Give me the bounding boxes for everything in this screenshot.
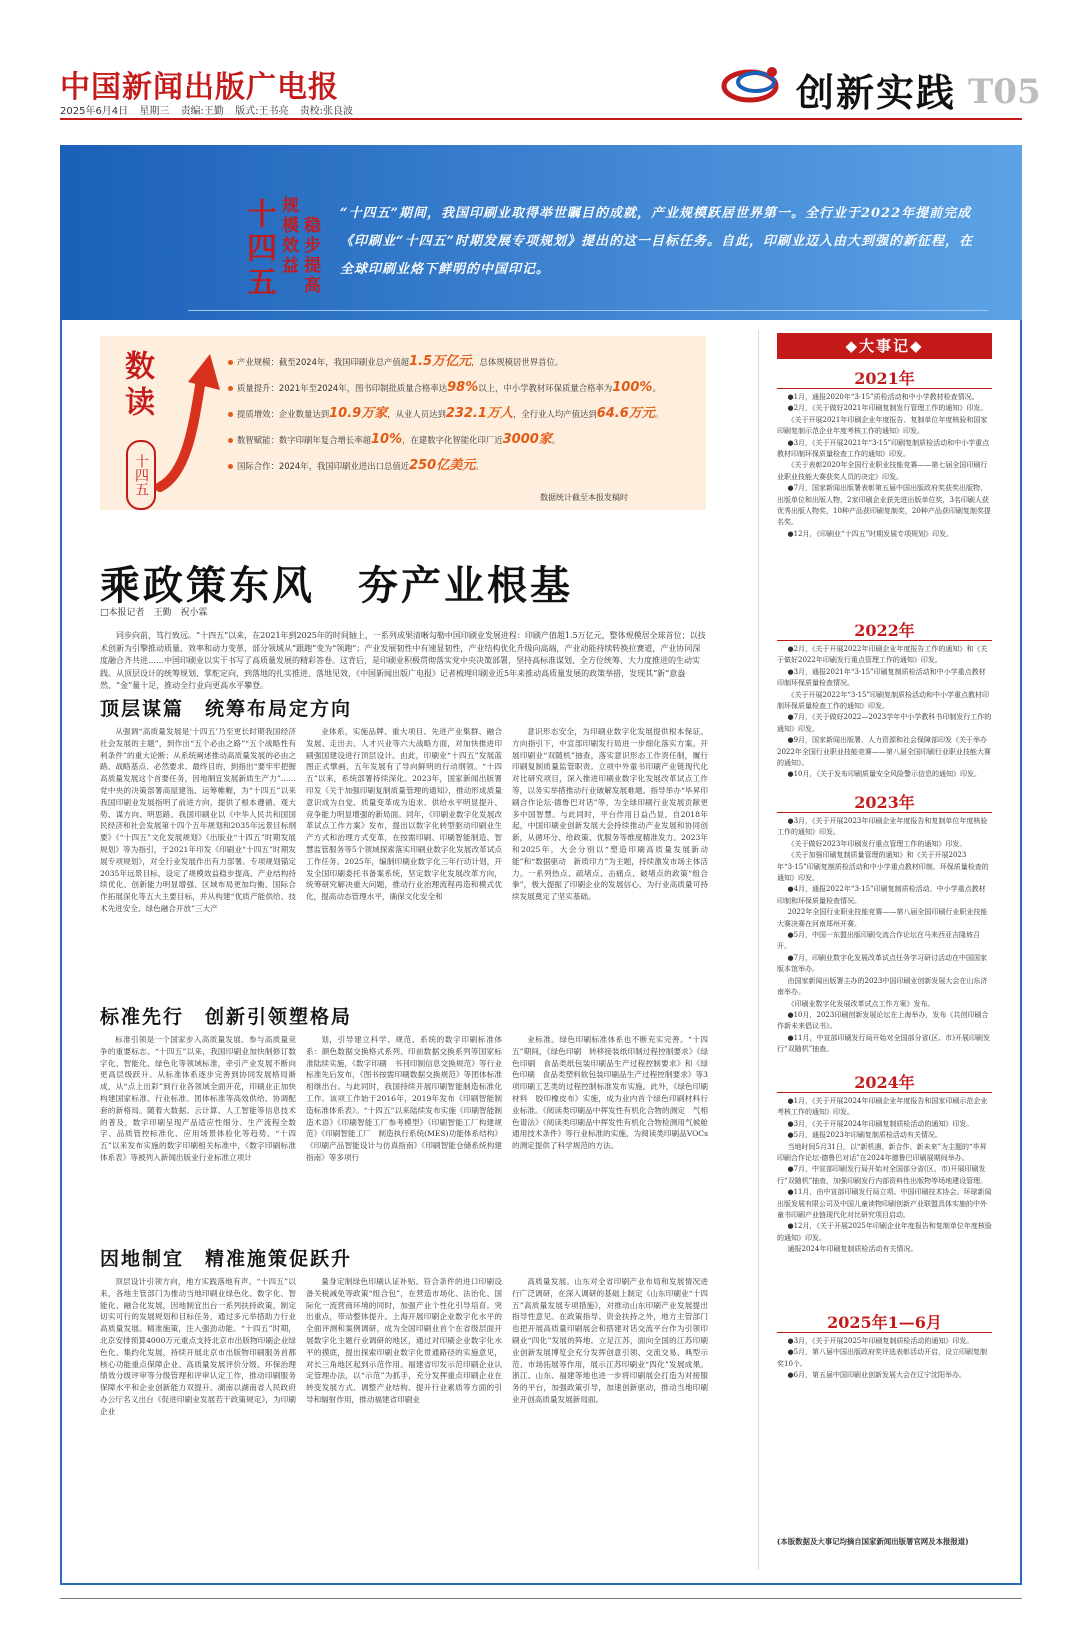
- data-box-title: 数读: [119, 350, 154, 422]
- data-item: [228, 380, 698, 406]
- data-text: ，在建数字化智能化印厂近: [402, 435, 503, 445]
- bullet-icon: [228, 464, 233, 469]
- chronicle-year: 2025年1—6月: [827, 1313, 942, 1332]
- section1-col1-text: 从强调“高质量发展是‘十四五’乃至更长时期我国经济社会发展的主题”，到作出“五个必由之路”“五个战略性有利条件”的重大论断；从系统阐述推动高质量发展的必由之路、战略基点、必然要求、最终目的，到指出“要牢牢把握高质量发展这个首要任务，因地制宜发展新质生产力”……党中央的决策部署高屋建瓴、运筹帷幄，为“十四五”以来我国印刷业发展指明了前进方向，提供了根本遵循。观大势、谋方向、明思路。我国印刷业以《中华人民共和国国民经济和社会发展第十四个五年规划和2035年远景目标纲要》《“十四五”文化发展规划》《出版业“十四五”时期发展规划》等为指引，于2021年印发《印刷业“十四五”时期发展专项规划》，对全行业发展作出有力部署。专项规划锚定2035年远景目标，设定了规模效益稳步提高、产业结构持续优化、创新能力明显增强、区域布局更加均衡、国际合作拓展深化等五大主要目标，并从构建“优质产能供给、技术先进安全、绿色融合开放”三大产: [100, 727, 296, 913]
- section2-col1-text: 标准引领是一个国家步入高质量发展、参与高质量竞争的重要标志。“十四五”以来，我国印刷业加快制修订数字化、智能化、绿色化等领域标准，牵引产业发展不断向更高层级跃升。从标准体系逐步完善到协同发展格局渐成，从“点上出彩”到行业各领域全面开花，印刷业正加快构建国家标准、行业标准、团体标准等高效供给、协调配套的新格局。随着大数据、云计算、人工智能等信息技术的普及，数字印刷呈现产品适应性细分、生产流程全数字、品质管控标准化、应用场景体验化等趋势。“十四五”以来发布实施的数字印刷相关标准中，《数字印刷标准体系表》等被列入新闻出版业行业标准立项计: [100, 1035, 296, 1162]
- chronicle-year: 2023年: [854, 793, 915, 812]
- chronicle-event: 《关于做好2023年印刷发行重点管理工作的通知》印发。: [787, 839, 967, 848]
- growth-arrow-icon: [150, 352, 230, 492]
- data-item: [228, 406, 698, 432]
- section1-col2: [306, 726, 502, 984]
- chronicle-year: 2024年: [854, 1073, 915, 1092]
- chronicle-note: (本版数据及大事记均摘自国家新闻出版署官网及本报报道): [777, 1537, 969, 1546]
- chronicle-event: ●2月，《关于做好2021年印刷复制发行管理工作的通知》印发。: [787, 404, 988, 413]
- chronicle-event: ●1月，《关于开展2024年印刷企业年度报告和国家印刷示范企业考核工作的通知》印发。: [777, 1097, 988, 1117]
- chronicle-event: 《关于加强印刷复制质量管理的通知》和《关于开展2023年“3·15”印刷复制质检活动和中小学重点教材印制、环保质量检查的通知》印发。: [777, 851, 989, 883]
- section1-col1: [100, 726, 296, 984]
- issue-proofread: 责校:张良波: [299, 106, 354, 117]
- data-text: ，从业人员达到: [387, 409, 446, 419]
- data-highlight: 10.9万家: [329, 406, 388, 421]
- data-text: 以上，中小学教材环保质量合格率为: [478, 383, 613, 393]
- page-number: T05: [968, 72, 1041, 112]
- data-highlight: 10%: [371, 432, 403, 447]
- chronicle-event: ●5月，通报2023年印刷复制质检活动有关情况。: [787, 1131, 942, 1140]
- banner-badge-sub1: 规模效益: [278, 196, 298, 276]
- data-note: 数据统计截至本报发稿时: [540, 493, 628, 502]
- chronicle-event: 由国家新闻出版署主办的2023中国印刷业创新发展大会在山东济南举办。: [777, 976, 988, 997]
- chronicle-events: [777, 1096, 992, 1312]
- section1-col3-text: 意识形态安全，为印刷业数字化发展提供根本保证。方向指引下，中宣部印刷发行局进一步细化落实方案。开展印刷业“双随机”抽查，落实意识形态工作责任制，履行印刷复制质量监管职责。立项中外童书印刷产业链现代化对比研究项目，深入推进印刷业数字化发展改革试点工作等，以务实举措推动行业破解发展难题。指导举办“毕昇印刷合作论坛·德鲁巴对话”等，为全球印刷行业发展贡献更多中国智慧。与此同时，平台作用日益凸显。自2018年起，中国印刷业创新发展大会持续推动产业发展和协同创新，从循环分、给政策、优服务等维度精准发力。2023年和2025年，大会分别以“塑造印刷高质量发展新动能”和“数据驱动 新质印力”为主题，持续激发市场主体活力。一系列热点、疏堵点、击痛点、破堵点的政策“组合拳”，极大提振了印刷企业的发展信心，为行业高质量可持续发展奠定了坚实基础。: [512, 727, 708, 902]
- chronicle-event: ●3月，《关于开展2024年印刷复制质检活动的通知》印发。: [787, 1119, 974, 1128]
- data-text: 提质增效：企业数量达到: [237, 409, 330, 419]
- chronicle-event: ●11月，由中宣部印刷发行局立项、中国印刷技术协会、环球新闻出版发展有限公司及中国儿童读物印刷创新产业联盟具体实施的中外童书印刷产业链现代化对比研究项目启动。: [777, 1188, 992, 1220]
- section-logo-icon: [720, 62, 786, 106]
- bullet-icon: [228, 412, 233, 417]
- article-headline: 乘政策东风 夯产业根基: [100, 562, 573, 609]
- bullet-icon: [228, 438, 233, 443]
- data-text: 。: [475, 461, 484, 471]
- section2-col1: [100, 1034, 296, 1224]
- chronicle-events: [777, 816, 992, 1084]
- section3-col2-text: 量身定制绿色印刷认证补贴、符合条件的进口印刷设备关税减免等政策“组合包”，在营造市场化、法治化、国际化一流营商环境的同时，加强产业个性化引导培育。突出重点，带动整体提升。上海开展印刷企业数字化水平的全面评测和案例调研，成为全国印刷业首个在省级层面开展数字化主题行业调研的地区，通过对印刷企业数字化水平的摸底，提出探索印刷业数字化贯通路径的实施意见，对长三角地区起到示范作用。福建省印发示范印刷企业认定管理办法，以“示范”为抓手，充分发挥重点印刷企业在转变发展方式、调整产业结构、提升行业素质等方面的引导和辐射作用，推动福建省印刷业: [306, 1277, 502, 1404]
- chronicle-event: ●5月，第八届中国出版政府奖评选表彰活动开启，设立印刷复制奖10个。: [777, 1348, 988, 1368]
- chronicle-year-rule: [777, 640, 992, 641]
- data-text: 。: [654, 409, 664, 419]
- data-text: 质量提升：2021年至2024年，图书印制批质量合格率达: [237, 383, 448, 393]
- chronicle-event: ●7月，印刷业数字化发展改革试点任务学习研讨活动在中国国家版本馆举办。: [777, 953, 988, 974]
- section1-col2-text: 业体系，实施品牌、重大项目、先进产业集群、融合发展、走出去、人才兴业等六大战略方面，对加快推进印刷强国建设进行顶层设计。由此，印刷业“十四五”发展蓝图正式擘画，五年发展有了导向鲜明的行动纲领。“十四五”以来，系统部署持续深化。2023年，国家新闻出版署印发《关于加强印刷复制质量管理的通知》，推动形成质量意识成为自觉、质量变革成为追求、供给水平明显提升、竞争能力明显增强的新局面。同年，《印刷业数字化发展改革试点工作方案》发布，提出以数字化转型驱动印刷业生产方式和治理方式变革，在按需印刷、印刷智能制造、智慧监管服务等5个领域探索落实印刷业数字化发展改革试点工作任务。2025年，编制印刷业数字化三年行动计划，开发全国印刷委托书备案系统，坚定数字化发展改革方向，统筹研究解决重大问题，推动行业治理流程再造和模式优化，提高动态管理水平，确保文化安全和: [306, 727, 502, 902]
- header-rule: [60, 118, 1022, 120]
- chronicle-title: ◆大事记◆: [777, 333, 992, 359]
- issue-date: 2025年6月4日: [60, 106, 129, 117]
- data-highlight: 1.5万亿元: [409, 354, 472, 369]
- section-heading-2: 标准先行 创新引领塑格局: [100, 1006, 353, 1028]
- chronicle-event: ●12月，《关于开展2025年印刷企业年度报告和复制单位年度核验的通知》印发。: [777, 1222, 992, 1242]
- chronicle-event: 当地时间5月31日，以“新机遇、新合作、新未来”为主题的“毕昇印刷合作论坛·德鲁巴对话”在2024年德鲁巴印刷展期间举办。: [777, 1142, 987, 1163]
- section3-col3: [512, 1276, 708, 1572]
- data-box-tag: 十四五: [126, 440, 156, 510]
- section2-col2: [306, 1034, 502, 1224]
- chronicle-events: [777, 644, 992, 792]
- chronicle-events: [777, 392, 992, 602]
- data-text: 国际合作：2024年，我国印刷业进出口总值近: [237, 461, 410, 471]
- masthead: 中国新闻出版广电报: [60, 70, 339, 105]
- chronicle-event: ●1月，通报2020年“3·15”质检活动和中小学教材检查情况。: [787, 393, 979, 401]
- section3-col1-text: 顶层设计引领方向，地方实践落地有声。“十四五”以来，各地主管部门为推动当地印刷业绿色化、数字化、智能化、融合化发展，因地制宜出台一系列扶持政策，制定切实可行的发展规划和目标任务，通过多元举措助力行业高质量发展。精准施策，注入强劲动能。“十四五”时期，北京安排预算4000万元重点支持北京市出版物印刷企业绿色化、集约化发展，持续开展北京市出版物印刷服务首都核心功能重点保障企业、高质量发展评价分级、环保治理绩效分级评审等分级管理和评审认定工作，推动印刷服务保障水平和企业创新能力双提升。湖南以湖南省人民政府办公厅名义出台《促进印刷业发展若干政策规定》，为印刷企业: [100, 1277, 296, 1416]
- issue-weekday: 星期三: [139, 106, 170, 117]
- banner-badge-sub2: 稳步提高: [300, 216, 320, 296]
- data-list: [228, 354, 698, 484]
- chronicle-event: ●3月，通报2021年“3·15”印刷复制质检活动和中小学重点教材印制环保质量检查情况。: [777, 667, 986, 688]
- data-highlight: 250亿美元: [409, 458, 476, 473]
- chronicle-event: ●3月，《关于开展2023年印刷企业年度报告和复制单位年度核验工作的通知》印发。: [777, 817, 988, 837]
- chronicle-event: ●3月，《关于开展2025年印刷复制质检活动的通知》印发。: [787, 1337, 974, 1345]
- footer-rule: [60, 1598, 1022, 1599]
- data-text: 数智赋能：数字印刷年复合增长率超: [237, 435, 371, 445]
- chronicle-event: ●2月，《关于开展2022年印刷企业年度报告工作的通知》和《关于做好2022年印刷发行重点管理工作的通知》印发。: [777, 645, 988, 665]
- banner-rule: [188, 310, 988, 311]
- data-highlight: 64.6万元: [596, 406, 655, 421]
- issue-meta: [60, 102, 361, 117]
- chronicle-year-rule: [777, 812, 992, 813]
- banner-badge-main: 十四五: [241, 198, 276, 300]
- data-highlight: 100%: [612, 380, 653, 395]
- chronicle-year-rule: [777, 1332, 992, 1333]
- issue-editor: 责编:王勤: [180, 106, 224, 117]
- chronicle-event: 《关于开展2021年印刷企业年度报告、复制单位年度核验和国家印刷复制示范企业年度考核工作的通知》印发。: [777, 415, 988, 436]
- chronicle-event: 《关于表彰2020年全国行业职业技能竞赛——第七届全国印刷行业职业技能大赛获奖人员的决定》印发。: [777, 461, 988, 481]
- data-item: [228, 354, 698, 380]
- chronicle-event: ●6月，第五届中国印刷业创新发展大会在辽宁沈阳举办。: [787, 1371, 967, 1380]
- chronicle-event: ●3月，《关于开展2021年“3·15”印刷复制质检活动和中小学重点教材印制环保质量检查工作的通知》印发。: [777, 438, 990, 459]
- section-heading-3: 因地制宜 精准施策促跃升: [100, 1248, 353, 1270]
- data-text: ，总体规模居世界首位。: [471, 357, 564, 367]
- issue-layout: 版式:王书亮: [235, 106, 289, 117]
- article-byline: □本报记者 王勤 祝小霖: [100, 608, 208, 618]
- chronicle-year: 2021年: [854, 369, 915, 388]
- bullet-icon: [228, 386, 233, 391]
- data-highlight: 98%: [447, 380, 479, 395]
- data-text: 。: [652, 383, 661, 393]
- section2-col2-text: 划，引导建立科学、规范、系统的数字印刷标准体系：颜色数据交换格式系列、印前数据交换系列等国家标准陆续实施，《数字印刷 书刊印制信息交换规范》等行业标准先后发布，《图书按需印刷数据交换规范》等团体标准相继出台。与此同时，我国持续开展印刷智能制造标准化工作。该项工作始于2016年，2019年发布《印刷智能制造标准体系表》。“十四五”以来陆续发布实施《印刷智能制造术语》《印刷智能工厂参考模型》《印刷智能工厂构建规范》《印刷智能工厂 制造执行系统(MES)功能体系结构》《印刷产品智能设计与仿真指南》《印刷智能仓储系统构建指南》等多项行: [306, 1035, 502, 1162]
- chronicle-event: 2022年全国行业职业技能竞赛——第八届全国印刷行业职业技能大赛决赛在河南郑州开赛。: [777, 908, 988, 928]
- section3-col2: [306, 1276, 502, 1572]
- chronicle-event: ●4月，通报2022年“3·15”印刷复制质检活动、中小学重点教材印制和环保质量检查情况。: [777, 885, 986, 905]
- chronicle-event: ●12月，《印刷业“十四五”时期发展专项规划》印发。: [787, 529, 954, 538]
- chronicle-event: ●7月，国家新闻出版署表彰第五届中国出版政府奖获奖出版物、出版单位和出版人物，2家印刷企业获先进出版单位奖，3名印刷人获优秀出版人物奖，10种产品获印刷复制奖，20种产品获印刷复制奖提名奖。: [777, 484, 991, 527]
- chronicle-year-rule: [777, 388, 992, 389]
- data-item: [228, 432, 698, 458]
- chronicle-event: ●5月，中国一东盟出版印刷交流合作论坛在马来西亚吉隆坡召开。: [777, 931, 981, 951]
- chronicle-event: ●10月，《关于发布印刷质量安全风险警示信息的通知》印发。: [787, 770, 982, 779]
- data-text: 。: [551, 435, 561, 445]
- banner-lead: “十四五”期间，我国印刷业取得举世瞩目的成就，产业规模跃居世界第一。全行业于2022年提前完成《印刷业“十四五”时期发展专项规划》提出的这一目标任务。自此，印刷业迈入由大到强的新征程，在全球印刷业烙下鲜明的中国印记。: [340, 206, 973, 277]
- chronicle-event: ●7月，中宣部印刷发行局开始对全国部分省(区、市)开展印刷发行“双随机”抽查，加强印刷发行内部资料性出版物等场地建设管理。: [777, 1165, 988, 1185]
- section2-col3-text: 业标准。绿色印刷标准体系也不断充实完善。“十四五”期间，《绿色印刷 转移接装纸印制过程控制要求》《绿色印刷 食品类纸包装印刷品生产过程控制要求》和《绿色印刷 食品类塑料软包装印刷品生产过程控制要求》等3项印刷工艺类的过程控制标准发布实施。此外，《绿色印刷材料 胶印橡皮布》实施，成为业内首个绿色印刷材料行业标准。《阅读类印刷品中挥发性有机化合物的测定 气相色谱法》《阅读类印刷品中挥发性有机化合物检测用气候舱通用技术条件》等行业标准的实施，为阅读类印刷品VOCs的测定提供了科学规范的方法。: [512, 1035, 708, 1151]
- chronicle-event: ●9月，国家新闻出版署、人力资源和社会保障部印发《关于举办2022年全国行业职业技能竞赛——第八届全国印刷行业职业技能大赛的通知》。: [777, 736, 991, 768]
- section2-col3: [512, 1034, 708, 1224]
- chronicle-event: ●10月，2023印刷创新发展论坛在上海举办，发布《共创印刷合作新未来倡议书》。: [777, 1010, 989, 1031]
- chronicle-event: ●11月，中宣部印刷发行局开始对全国部分省(区、市)开展印刷发行“双随机”抽查。: [777, 1033, 990, 1054]
- chronicle-event: 《印刷业数字化发展改革试点工作方案》发布。: [787, 999, 935, 1008]
- column-divider: [758, 330, 759, 1570]
- bullet-icon: [228, 360, 233, 365]
- chronicle-events: [777, 1336, 992, 1416]
- chronicle-event: ●7月，《关于做好2022—2023学年中小学教科书印制发行工作的通知》印发。: [777, 713, 992, 733]
- section3-col1: [100, 1276, 296, 1572]
- section-heading-1: 顶层谋篇 统筹布局定方向: [100, 698, 353, 720]
- data-highlight: 232.1万人: [445, 406, 513, 421]
- section3-col3-text: 高质量发展。山东对全省印刷产业布局和发展情况进行广泛调研，在深入调研的基础上制定《山东印刷业“十四五”高质量发展专项措施》，对推动山东印刷产业发展提出指导性意见。在政策指导、资金扶持之外，地方主管部门也把开展高质量印刷展会和搭建对话交流平台作为引领印刷业“四化”发展的阵地。立足江苏，面向全国的江苏印刷业创新发展博览会充分发挥创意引领、交流交易、典型示范、市场拓展等作用，展示江苏印刷业“四化”发展成果。浙江、山东、福建等地也进一步将印刷展会打造为对接服务的平台，加强政策引导，加速创新驱动，推动当地印刷业开创高质量发展新局面。: [512, 1277, 708, 1404]
- data-item: [228, 458, 698, 484]
- chronicle-year: 2022年: [854, 621, 915, 640]
- article-lead: 同步向前，笃行致远。“十四五”以来，在2021年到2025年的时间轴上，一系列成果清晰勾勒中国印刷业发展进程：印刷产值超1.5万亿元，整体规模居全球首位；以技术创新为引擎推动质量、效率和动力变革，部分领域从“跟跑”变为“领跑”；产业发展韧性中有速显韧性，产业结构优化升级向高端，产业动能持续转换拉赛道，产业协同深度融合齐共进……中国印刷业以实干书写了高质量发展的精彩答卷。这背后，是印刷业积极贯彻落实党中央决策部署，坚持高标准谋划、全方位统筹、大力度推进的生动实践。从顶层设计的统筹规划、掌舵定向，到落地的扎实推进、落地见效，《中国新闻出版广电报》记者梳理印刷业近5年来推动高质量发展的政策举措，发现其“新”意盎然、“金”量十足，推动全行业向更高水平攀登。: [100, 631, 706, 690]
- data-text: 产业规模：截至2024年，我国印刷业总产值超: [237, 357, 410, 367]
- data-text: ，全行业人均产值达到: [512, 409, 597, 419]
- section-title: 创新实践: [796, 70, 957, 115]
- section1-col3: [512, 726, 708, 984]
- chronicle-year-rule: [777, 1092, 992, 1093]
- chronicle-event: 通报2024年印刷复制质检活动有关情况。: [787, 1245, 918, 1254]
- chronicle-event: 《关于开展2022年“3·15”印刷复制质检活动和中小学重点教材印制环保质量检查工作的通知》印发。: [777, 690, 990, 711]
- data-highlight: 3000家: [502, 432, 552, 447]
